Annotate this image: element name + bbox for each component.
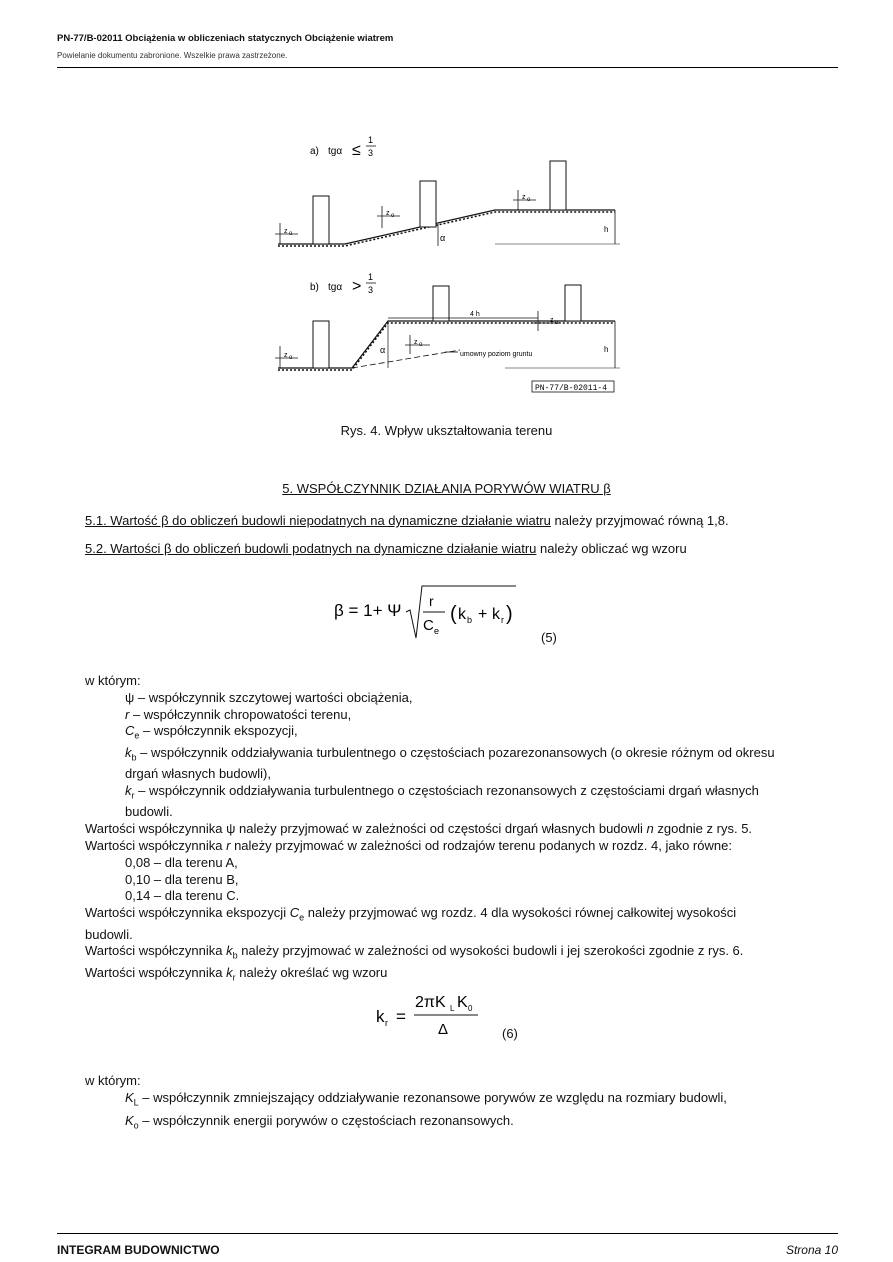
def-ce-text: – współczynnik ekspozycji,: [139, 723, 298, 739]
cond-b-den: 3: [368, 285, 374, 295]
def-psi-sym: ψ: [125, 689, 135, 705]
h-label-b: h: [604, 345, 609, 354]
text-psi-n: n: [646, 821, 654, 837]
terrain-c: 0,14 – dla terenu C.: [125, 888, 240, 904]
alpha-b: α: [380, 345, 386, 355]
formula5-den: C: [423, 617, 434, 634]
terrain-figure: [270, 128, 620, 398]
text-kb-b: należy przyjmować w zależności od wysokości budowli i jej szerokości zgodnie z rys. 6.: [237, 943, 744, 959]
text-psi: [85, 821, 805, 838]
def-kl-text: – współczynnik zmniejszający oddziaływanie rezonansowe porywów ze względu na rozmiary budowli,: [138, 1090, 727, 1105]
formula-6-number: (6): [502, 1026, 518, 1041]
section-title-text: 5. WSPÓŁCZYNNIK DZIAŁANIA PORYWÓW WIATRU β: [282, 481, 611, 496]
text-kr-sym: k: [226, 964, 233, 980]
z0-a3-sub: o: [527, 197, 531, 203]
z0-a2: z: [386, 210, 390, 217]
def-psi-text: – współczynnik szczytowej wartości obciążenia,: [134, 689, 413, 705]
def-kr-sub: r: [131, 790, 135, 801]
def-kl-sym: K: [125, 1090, 134, 1105]
formula6-lhs: k: [376, 1007, 385, 1026]
text-psi-a: Wartości współczynnika: [85, 821, 227, 837]
def-kb-cont: drgań własnych budowli),: [125, 766, 271, 782]
where-label-1: w którym:: [85, 673, 141, 688]
def-ko-sym: K: [125, 1112, 134, 1128]
formula5-k1: k: [458, 606, 466, 623]
def-kb-text: – współczynnik oddziaływania turbulentnego o częstościach pozarezonansowych (o okresie różnym od okresu: [136, 744, 775, 760]
z0-a1: z: [284, 228, 288, 235]
formula5-den-sub: e: [434, 626, 440, 636]
text-kr-b: należy określać wg wzoru: [235, 964, 388, 980]
def-r-text: – współczynnik chropowatości terenu,: [129, 706, 352, 722]
page-number: Strona 10: [785, 1243, 838, 1257]
paragraph-5-2: [85, 540, 687, 557]
label-b: b): [310, 282, 319, 293]
def-ce: [85, 723, 805, 744]
document-title: PN-77/B-02011 Obciążenia w obliczeniach statycznych Obciążenie wiatrem: [57, 33, 394, 44]
def-kr-sym: k: [125, 782, 132, 798]
figure-stamp: PN-77/B-02011-4: [535, 384, 608, 393]
terrain-b: 0,10 – dla terenu B,: [125, 871, 239, 887]
z0-a3: z: [522, 194, 526, 201]
text-kb-sym: k: [226, 943, 233, 959]
z0-b2: z: [414, 339, 418, 346]
building-b2: [433, 286, 449, 321]
def-kl: [85, 1089, 805, 1112]
text-kr: [85, 965, 805, 986]
where-label-2: w którym:: [85, 1073, 141, 1088]
text-kb: [85, 943, 805, 964]
dist-label: 4 h: [470, 311, 480, 318]
def-kr-cont: budowli.: [125, 804, 173, 820]
definitions-block: [85, 673, 805, 986]
def-kb-sym: k: [125, 744, 132, 760]
def-ce-sym: C: [125, 723, 135, 739]
formula-6: [372, 988, 502, 1040]
copyright-note: Powielanie dokumentu zabronione. Wszelkie prawa zastrzeżone.: [57, 51, 288, 60]
formula-5: [330, 582, 530, 644]
def-ce-sub: e: [134, 730, 140, 741]
p51-rest: należy przyjmować równą 1,8.: [550, 513, 729, 528]
def-r: [85, 707, 805, 724]
publisher-name: INTEGRAM BUDOWNICTWO: [57, 1243, 220, 1257]
building-a1: [313, 196, 329, 244]
cond-a-lhs: tgα: [328, 146, 343, 157]
alpha-a: α: [440, 233, 446, 243]
formula6-den: Δ: [438, 1021, 449, 1038]
building-a3: [550, 161, 566, 210]
def-ko-sub: o: [133, 1120, 139, 1131]
ground-label: umowny poziom gruntu: [460, 351, 533, 358]
formula-5-number: (5): [541, 630, 557, 645]
z0-b1: z: [284, 352, 288, 359]
z0-b1-sub: o: [289, 355, 293, 361]
text-kb-sub: b: [232, 950, 238, 961]
z0-a2-sub: o: [391, 213, 395, 219]
section-title: [0, 481, 893, 496]
formula6-num-sub1: L: [450, 1004, 455, 1013]
h-label-a: h: [604, 225, 609, 234]
def-kr-text: – współczynnik oddziaływania turbulentnego o częstościach rezonansowych z częstościami drgań własnych: [134, 782, 759, 798]
text-kb-a: Wartości współczynnika: [85, 943, 227, 959]
building-a2: [420, 181, 436, 227]
formula5-plus: +: [478, 606, 488, 623]
formula5-paren-open: (: [450, 603, 457, 625]
footer-rule: [57, 1233, 838, 1234]
text-ce-a: Wartości współczynnika ekspozycji: [85, 905, 290, 921]
text-r: [85, 838, 805, 855]
def-kr: [85, 783, 805, 804]
z0-a1-sub: o: [289, 231, 293, 237]
formula5-num: r: [429, 593, 434, 609]
cond-b-op: >: [352, 278, 362, 295]
text-ce-cont: budowli.: [85, 926, 133, 942]
building-b1: [313, 321, 329, 368]
text-kr-a: Wartości współczynnika: [85, 964, 227, 980]
terrain-a: 0,08 – dla terenu A,: [125, 854, 238, 870]
formula5-k2-sub: r: [501, 615, 504, 625]
formula6-num-k: K: [457, 994, 468, 1011]
def-ko-text: – współczynnik energii porywów o częstościach rezonansowych.: [138, 1112, 514, 1128]
definitions-block-2: [85, 1072, 805, 1134]
formula5-paren-close: ): [506, 603, 513, 625]
text-r-sym: r: [226, 837, 231, 853]
formula5-k1-sub: b: [467, 615, 473, 625]
def-psi: [85, 690, 805, 707]
formula6-num: 2πK: [415, 994, 446, 1011]
text-ce-b: należy przyjmować wg rozdz. 4 dla wysokości równej całkowitej wysokości: [304, 905, 737, 921]
def-kl-sub: L: [133, 1097, 139, 1108]
header-rule: [57, 67, 838, 68]
p51-underlined: 5.1. Wartość β do obliczeń budowli niepodatnych na dynamiczne działanie wiatru: [85, 513, 551, 528]
z0-b2-sub: o: [419, 342, 423, 348]
formula6-lhs-sub: r: [385, 1018, 388, 1028]
text-r-b: należy przyjmować w zależności od rodzajów terenu podanych w rozdz. 4, jako równe:: [230, 837, 732, 853]
cond-a-den: 3: [368, 148, 374, 158]
p52-rest: należy obliczać wg wzoru: [536, 541, 687, 556]
figure-caption: Rys. 4. Wpływ ukształtowania terenu: [340, 423, 553, 438]
z0-b3: z: [550, 317, 554, 324]
conventional-ground-line: [352, 350, 460, 368]
cond-b-num: 1: [368, 272, 374, 282]
text-psi-c: zgodnie z rys. 5.: [653, 821, 753, 837]
def-kb-sub: b: [131, 752, 137, 763]
formula6-num-sub2: 0: [468, 1004, 473, 1013]
text-ce: [85, 905, 805, 926]
text-r-a: Wartości współczynnika: [85, 837, 227, 853]
def-ko: [85, 1112, 805, 1135]
cond-b-lhs: tgα: [328, 282, 343, 293]
text-kr-sub: r: [232, 972, 236, 983]
formula5-k2: k: [492, 606, 500, 623]
def-r-sym: r: [125, 706, 130, 722]
z0-b3-sub: o: [555, 320, 559, 326]
text-ce-sub: e: [299, 912, 305, 923]
text-psi-sym: ψ: [226, 821, 236, 837]
def-kb: [85, 745, 805, 766]
paragraph-5-1: [85, 512, 729, 529]
text-psi-b: należy przyjmować w zależności od częstości drgań własnych budowli: [235, 821, 647, 837]
label-a: a): [310, 146, 319, 157]
p52-underlined: 5.2. Wartości β do obliczeń budowli podatnych na dynamiczne działanie wiatru: [85, 541, 537, 556]
text-ce-sym: C: [289, 905, 300, 921]
building-b3: [565, 285, 581, 321]
cond-a-op: ≤: [352, 142, 361, 159]
formula5-lhs: β = 1+ Ψ: [334, 601, 402, 620]
cond-a-num: 1: [368, 135, 374, 145]
formula6-eq: =: [396, 1007, 406, 1026]
